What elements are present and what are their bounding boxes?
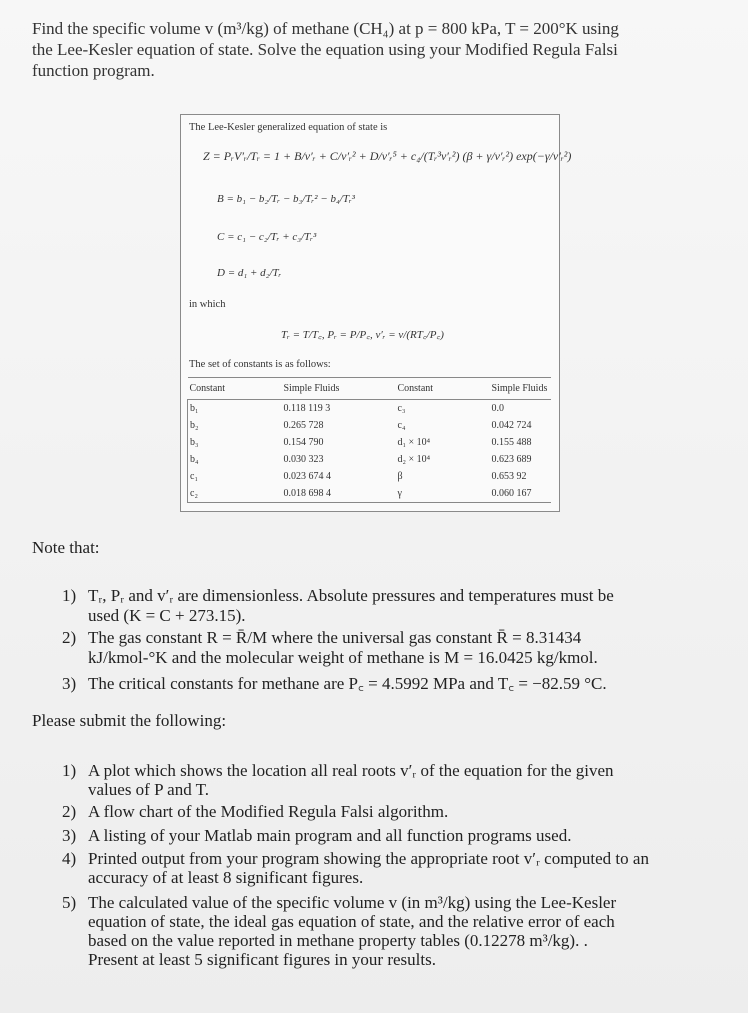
lee-kesler-figure [180,114,572,512]
note-number: 3) [62,674,77,693]
note-text: Tᵣ, Pᵣ and v′ᵣ are dimensionless. Absolute pressures and temperatures must be [88,586,614,605]
table-row [188,468,552,485]
submit-text: A plot which shows the location all real roots v′ᵣ of the equation for the given [88,761,614,780]
submit-number: 1) [62,761,77,780]
d-equation: D = d₁ + d₂/Tᵣ [217,267,282,279]
in-which-label: in which [189,299,226,310]
constant-value: 0.265 728 [283,420,324,431]
constant-symbol: b₂ [188,417,282,434]
constant-symbol: b₃ [188,434,282,451]
intro-line-1: Find the specific volume v (m³/kg) of methane (CH₄) at p = 800 kPa, T = 200°K using [32,19,619,38]
constant-symbol: b₄ [188,451,282,468]
submit-text: Printed output from your program showing the appropriate root v′ᵣ computed to an [88,849,649,868]
note-text: The critical constants for methane are P꜀ = 4.5992 MPa and T꜀ = −82.59 °C. [88,674,607,693]
constants-caption: The set of constants is as follows: [189,359,331,370]
header-simple-fluids-1: Simple Fluids [282,378,396,400]
submit-text: equation of state, the ideal gas equation of state, and the relative error of each [88,912,615,931]
intro-line-2: the Lee-Kesler equation of state. Solve the equation using your Modified Regula Falsi [32,40,618,59]
note-heading: Note that: [32,538,100,557]
submit-number: 4) [62,849,77,868]
submit-text: Present at least 5 significant figures in your results. [88,950,436,969]
submit-text: accuracy of at least 8 significant figures. [88,868,364,887]
figure-caption: The Lee-Kesler generalized equation of state is [189,122,388,133]
constant-value: 0.623 689 [491,454,532,465]
constant-value: 0.118 119 3 [283,403,331,414]
constant-value: 0.030 323 [283,454,324,465]
submit-text: values of P and T. [88,780,210,799]
note-text: kJ/kmol-°K and the molecular weight of methane is M = 16.0425 kg/kmol. [88,648,598,667]
constant-value: 0.042 724 [491,420,532,431]
constant-symbol: β [397,471,403,482]
constants-table [187,377,551,503]
submit-text: A flow chart of the Modified Regula Falsi algorithm. [88,802,449,821]
note-text: The gas constant R = R̄/M where the universal gas constant R̄ = 8.31434 [88,628,582,647]
note-number: 2) [62,628,77,647]
problem-statement [32,18,722,81]
submit-text: A listing of your Matlab main program and all function programs used. [88,826,572,845]
z-equation: Z = PᵣV′ᵣ/Tᵣ = 1 + B/v′ᵣ + C/v′ᵣ² + D/v′ᵣ⁵ + c₄/(Tᵣ³v′ᵣ²) (β + γ/v′ᵣ²) exp(−γ/v′ᵣ²) [203,149,572,163]
constant-value: 0.154 790 [283,437,324,448]
header-simple-fluids-2: Simple Fluids [490,378,552,400]
constant-value: 0.155 488 [491,437,532,448]
table-row [188,451,552,468]
constant-value: 0.0 [491,403,504,414]
constant-symbol: c₁ [188,468,282,485]
b-equation: B = b₁ − b₂/Tᵣ − b₃/Tᵣ² − b₄/Tᵣ³ [217,193,355,205]
note-number: 1) [62,586,77,605]
submit-heading: Please submit the following: [32,711,227,730]
submit-number: 5) [62,893,77,912]
table-row [188,400,552,418]
submit-text: based on the value reported in methane property tables (0.12278 m³/kg). . [88,931,588,950]
constant-value: 0.018 698 4 [282,485,396,503]
table-row [188,417,552,434]
constant-symbol: c₄ [397,420,406,431]
header-constant-2: Constant [396,378,490,400]
intro-line-3: function program. [32,61,155,80]
constant-symbol: d₂ × 10⁴ [397,454,431,465]
constant-symbol: c₃ [397,403,406,414]
constant-value: 0.653 92 [491,471,527,482]
constant-symbol: b₁ [188,400,282,418]
header-constant-1: Constant [188,378,282,400]
constant-symbol: γ [396,485,490,503]
constant-symbol: c₂ [188,485,282,503]
constant-value: 0.060 167 [490,485,552,503]
constant-value: 0.023 674 4 [283,471,331,482]
submit-text: The calculated value of the specific volume v (in m³/kg) using the Lee-Kesler [88,893,617,912]
submit-number: 3) [62,826,77,845]
constant-symbol: d₁ × 10⁴ [397,437,431,448]
note-text: used (K = C + 273.15). [88,606,246,625]
table-header-row [188,378,552,400]
table-row [188,434,552,451]
reduced-equation: Tᵣ = T/T꜀, Pᵣ = P/P꜀, v′ᵣ = v/(RT꜀/P꜀) [281,329,444,341]
table-row [188,485,552,503]
c-equation: C = c₁ − c₂/Tᵣ + c₃/Tᵣ³ [217,231,317,243]
submit-number: 2) [62,802,77,821]
